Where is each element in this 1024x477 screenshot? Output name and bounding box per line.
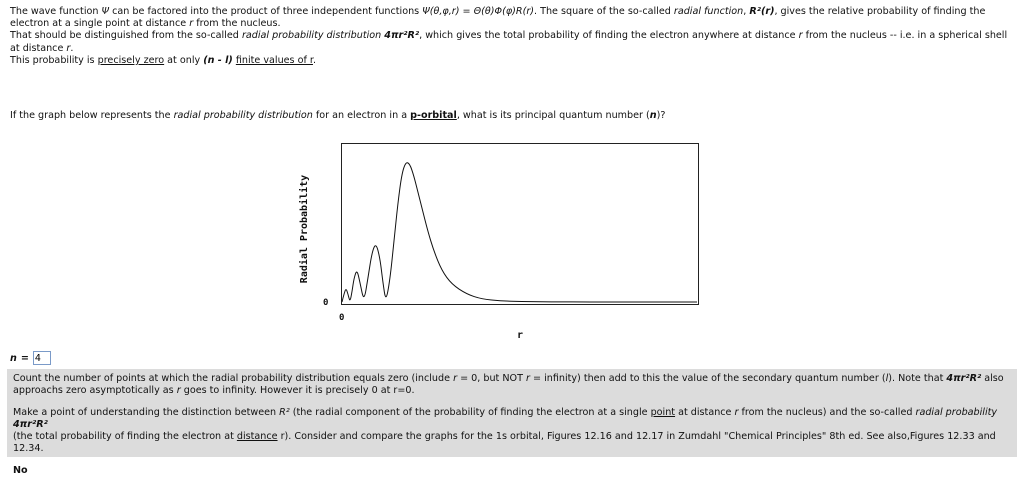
intro-text [10, 6, 1016, 67]
equals-sign: = [20, 352, 29, 364]
feedback-paragraph-2: Make a point of understanding the distinction between R² (the radial component of the probability of finding the electron at a single point at distance r from the nucleus) and the so-called radial probability 4πr²R² (the total probability of finding the electron at distance r). Consider and compare the graphs for the 1s orbital, Figures 12.16 and 12.17 in Zumdahl "Chemical Principles" 8th ed. See also,Figures 12.33 and 12.34. [13, 407, 998, 454]
answer-row [10, 351, 51, 365]
finite-values-link[interactable]: finite values of r [235, 54, 313, 66]
precisely-zero-link[interactable]: precisely zero [97, 54, 165, 66]
intro-paragraph-2: That should be distinguished from the so-called radial probability distribution 4πr²R², which gives the total probability of finding the electron anywhere at distance r from the nucleus -- i.e. in a spherical shell at distance r. [10, 30, 1008, 54]
question-text: If the graph below represents the radial probability distribution for an electron in a p-orbital, what is its principal quantum number (n)? [10, 110, 666, 121]
radial-probability-graph [341, 143, 699, 305]
intro-paragraph-3: This probability is precisely zero at only (n - l) finite values of r. [10, 54, 317, 66]
answer-input[interactable] [33, 351, 51, 365]
feedback-paragraph-1: Count the number of points at which the radial probability distribution equals zero (include r = 0, but NOT r = infinity) then add to this the value of the secondary quantum number (l). Note that 4πr²R² also approachs zero asymptotically as r goes to infinity. However it is precisely 0 at r=0. [13, 373, 1004, 396]
x-axis-zero-label: 0 [339, 313, 345, 323]
result-text: No [13, 465, 28, 476]
point-link[interactable]: point [650, 407, 676, 418]
y-axis-label: Radial Probability [299, 174, 310, 284]
plot-area [342, 144, 698, 304]
answer-label: n [10, 352, 17, 364]
intro-paragraph-1: The wave function Ψ can be factored into the product of three independent functions Ψ(θ,φ,r) = Θ(θ)Φ(φ)R(r). The square of the so-called radial function, R²(r), gives the relative probability of finding the electron at a single point at distance r from the nucleus. [10, 6, 986, 30]
y-axis-zero-label: 0 [323, 298, 329, 308]
p-orbital-link[interactable]: p-orbital [410, 110, 457, 121]
feedback-box [7, 369, 1017, 476]
probability-curve [342, 163, 697, 302]
distance-link[interactable]: distance [236, 431, 278, 442]
x-axis-label: r [517, 330, 524, 341]
